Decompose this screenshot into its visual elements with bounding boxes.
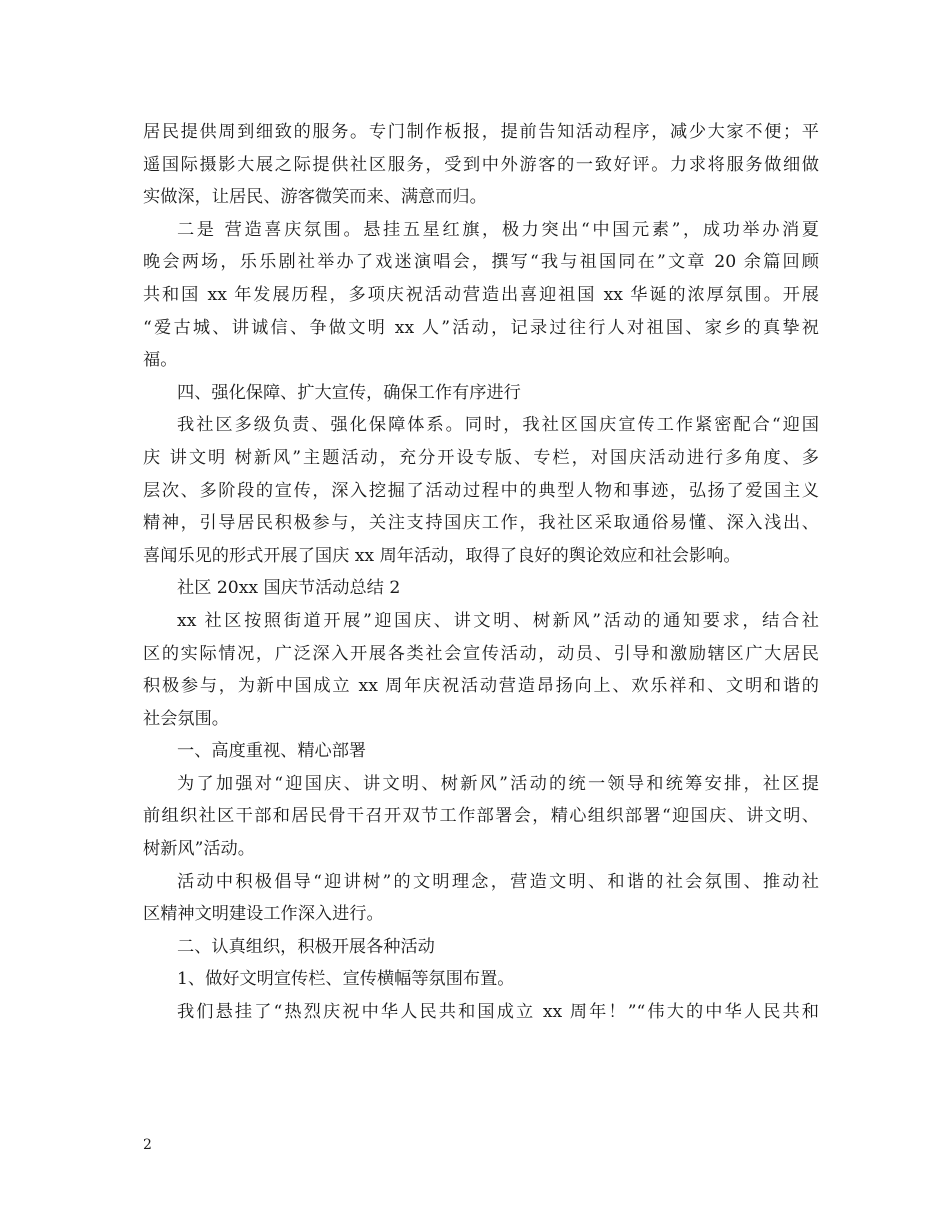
text-line: xx 社区按照街道开展”迎国庆、讲文明、树新风”活动的通知要求，结合社: [177, 610, 819, 631]
text-line: 层次、多阶段的宣传，深入挖掘了活动过程中的典型人物和事迹，弘扬了爱国主义: [143, 480, 819, 501]
text-line: 树新风”活动。: [143, 839, 255, 860]
text-line: 区精神文明建设工作深入进行。: [143, 904, 384, 925]
text-line: 遥国际摄影大展之际提供社区服务，受到中外游客的一致好评。力求将服务做细做: [143, 154, 819, 175]
text-line: 社会氛围。: [143, 708, 229, 729]
text-line: 居民提供周到细致的服务。专门制作板报，提前告知活动程序，减少大家不便；平: [143, 122, 819, 142]
text-line: 我社区多级负责、强化保障体系。同时，我社区国庆宣传工作紧密配合“迎国: [177, 415, 819, 436]
page-number: 2: [143, 1137, 152, 1153]
text-line: 喜闻乐见的形式开展了国庆 xx 周年活动，取得了良好的舆论效应和社会影响。: [143, 545, 741, 566]
text-line: 1、做好文明宣传栏、宣传横幅等氛围布置。: [177, 969, 515, 990]
text-line: 庆 讲文明 树新风”主题活动，充分开设专版、专栏，对国庆活动进行多角度、多: [143, 447, 819, 468]
text-line: 区的实际情况，广泛深入开展各类社会宣传活动，动员、引导和激励辖区广大居民: [143, 643, 819, 664]
text-line: 前组织社区干部和居民骨干召开双节工作部署会，精心组织部署“迎国庆、讲文明、: [143, 806, 819, 827]
text-line: 共和国 xx 年发展历程，多项庆祝活动营造出喜迎祖国 xx 华诞的浓厚氛围。开展: [143, 284, 819, 305]
text-line: 四、强化保障、扩大宣传，确保工作有序进行: [177, 382, 521, 403]
text-line: 福。: [143, 350, 178, 371]
document-body: [143, 116, 819, 1029]
text-line: 积极参与，为新中国成立 xx 周年庆祝活动营造昂扬向上、欢乐祥和、文明和谐的: [143, 676, 819, 697]
text-line: 晚会两场，乐乐剧社举办了戏迷演唱会，撰写“我与祖国同在”文章 20 余篇回顾: [143, 252, 819, 273]
text-line: 实做深，让居民、游客微笑而来、满意而归。: [143, 187, 487, 208]
text-line: 二是 营造喜庆氛围。悬挂五星红旗，极力突出“中国元素”，成功举办消夏: [177, 219, 819, 240]
text-line: “爱古城、讲诚信、争做文明 xx 人”活动，记录过往行人对祖国、家乡的真挚祝: [143, 317, 819, 338]
text-line: 精神，引导居民积极参与，关注支持国庆工作，我社区采取通俗易懂、深入浅出、: [143, 513, 819, 534]
text-line: 活动中积极倡导“迎讲树”的文明理念，营造文明、和谐的社会氛围、推动社: [177, 871, 819, 892]
text-line: 二、认真组织，积极开展各种活动: [177, 936, 435, 957]
text-line: 为了加强对“迎国庆、讲文明、树新风”活动的统一领导和统筹安排，社区提: [177, 773, 819, 794]
text-line: 一、高度重视、精心部署: [177, 741, 367, 762]
text-line: 我们悬挂了“热烈庆祝中华人民共和国成立 xx 周年！”“伟大的中华人民共和: [177, 1002, 819, 1023]
text-line: 社区 20xx 国庆节活动总结 2: [177, 578, 401, 599]
